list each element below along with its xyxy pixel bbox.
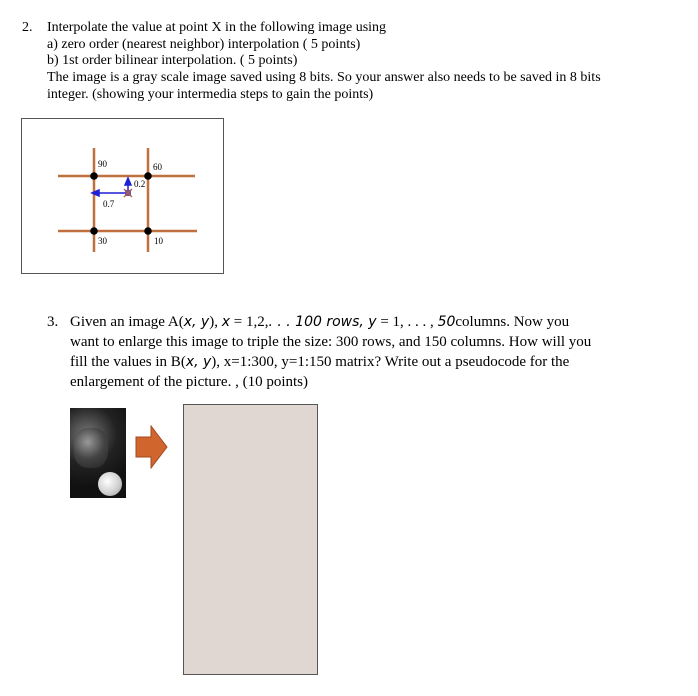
point-x-marker bbox=[124, 189, 132, 197]
q3-line4: enlargement of the picture. , (10 points) bbox=[70, 374, 308, 390]
q2-line1: Interpolate the value at point X in the following image using bbox=[47, 20, 387, 35]
q2-line2: a) zero order (nearest neighbor) interpolation ( 5 points) bbox=[47, 37, 361, 52]
right-arrow-icon bbox=[135, 425, 169, 469]
arrowhead-up bbox=[125, 178, 131, 185]
value-top-left: 90 bbox=[98, 159, 107, 169]
source-image-thumbnail bbox=[70, 408, 126, 498]
enlarged-image-placeholder bbox=[183, 404, 318, 675]
q2-line4: The image is a gray scale image saved using 8 bits. So your answer also needs to be saved in 8 bits bbox=[47, 70, 601, 85]
pixel-top-left bbox=[90, 172, 98, 180]
q3-number: 3. bbox=[47, 314, 59, 330]
q3-line1: Given an image A(x, y), x = 1,2,. . . 100 rows, y = 1, . . . , 50columns. Now you bbox=[70, 314, 570, 330]
q2-line5: integer. (showing your intermedia steps to gain the points) bbox=[47, 87, 374, 102]
q3-line2: want to enlarge this image to triple the size: 300 rows, and 150 columns. How will you bbox=[70, 334, 592, 350]
pixel-bottom-left bbox=[90, 227, 98, 235]
q2-line3: b) 1st order bilinear interpolation. ( 5 points) bbox=[47, 53, 298, 68]
interpolation-diagram bbox=[0, 0, 698, 300]
value-bottom-left: 30 bbox=[98, 236, 107, 246]
value-bottom-right: 10 bbox=[154, 236, 163, 246]
pixel-top-right bbox=[144, 172, 152, 180]
q2-number: 2. bbox=[22, 20, 33, 35]
q3-line3: fill the values in B(x, y), x=1:300, y=1:150 matrix? Write out a pseudocode for the bbox=[70, 354, 570, 370]
value-top-right: 60 bbox=[153, 162, 162, 172]
label-vertical-offset: 0.2 bbox=[134, 179, 146, 189]
pixel-bottom-right bbox=[144, 227, 152, 235]
label-horizontal-offset: 0.7 bbox=[103, 199, 115, 209]
